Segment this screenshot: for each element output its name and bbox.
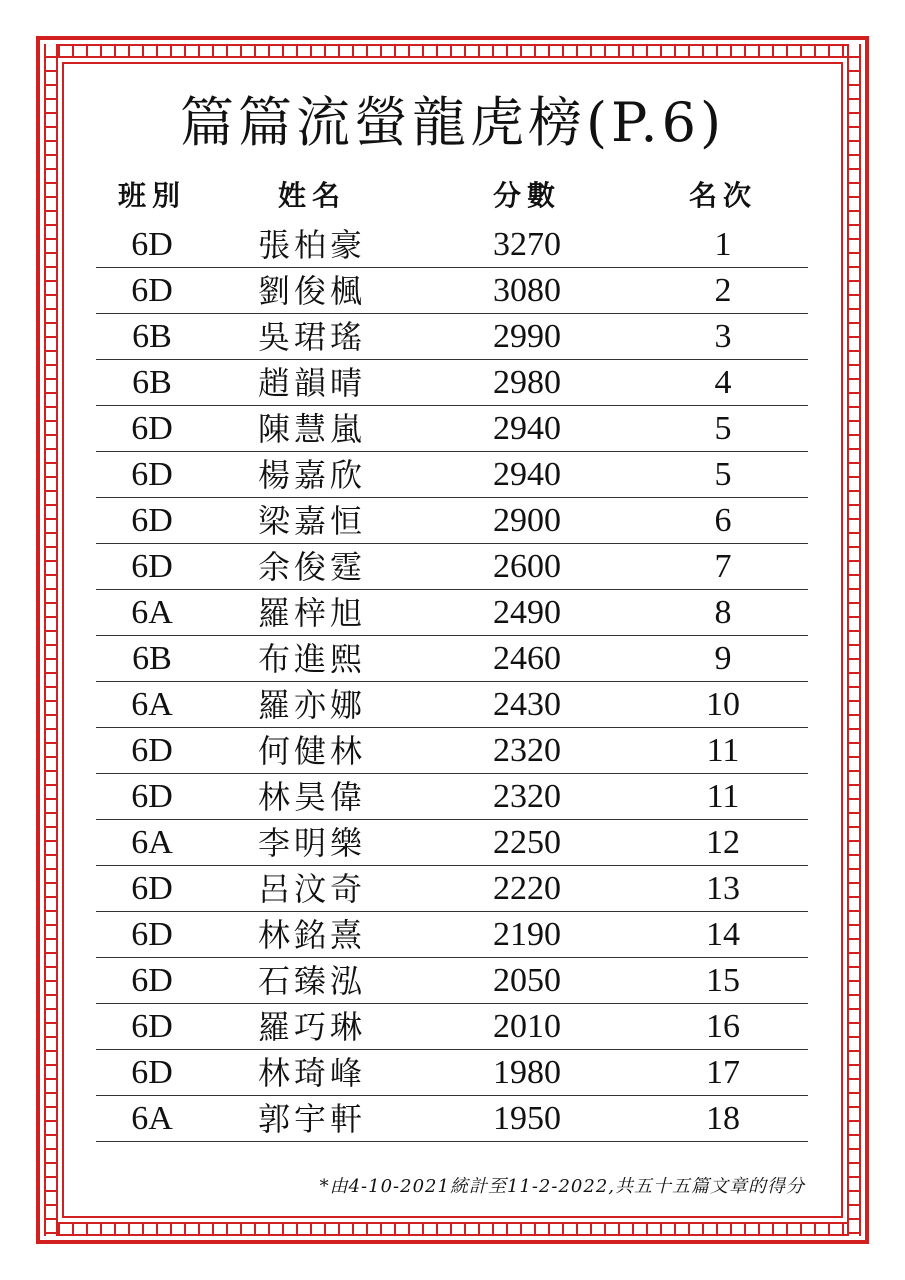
border-pattern-top (44, 44, 861, 58)
row-score: 2600 (493, 547, 561, 585)
row-score: 2010 (493, 1007, 561, 1045)
row-class: 6D (131, 731, 173, 769)
row-rank: 2 (714, 271, 732, 309)
page-title: 篇篇流螢龍虎榜(P.6) (179, 91, 726, 154)
table-row (96, 360, 808, 406)
row-rank: 11 (706, 777, 740, 815)
row-score: 2490 (493, 593, 561, 631)
table-row (96, 774, 808, 820)
row-score: 2980 (493, 363, 561, 401)
row-rank: 1 (714, 225, 732, 263)
row-rank: 13 (706, 869, 740, 907)
row-score: 1980 (493, 1053, 561, 1091)
table-row (96, 452, 808, 498)
table-row (96, 958, 808, 1004)
table-row (96, 636, 808, 682)
border-pattern-left (44, 44, 58, 1236)
row-class: 6A (131, 1099, 173, 1137)
footnote: *由4-10-2021統計至11-2-2022,共五十五篇文章的得分 (319, 1176, 805, 1197)
row-name: 張柏豪 (257, 225, 366, 264)
row-rank: 12 (706, 823, 740, 861)
row-name: 羅巧琳 (257, 1007, 366, 1046)
table-row (96, 268, 808, 314)
row-rank: 17 (706, 1053, 740, 1091)
row-rank: 5 (714, 455, 732, 493)
row-name: 呂汶奇 (257, 869, 366, 908)
table-row (96, 912, 808, 958)
row-score: 2430 (493, 685, 561, 723)
row-score: 2320 (493, 777, 561, 815)
row-name: 郭宇軒 (257, 1099, 366, 1138)
row-class: 6D (131, 1053, 173, 1091)
row-rank: 16 (706, 1007, 740, 1045)
row-score: 2220 (493, 869, 561, 907)
row-score: 2940 (493, 409, 561, 447)
row-name: 李明樂 (257, 823, 366, 862)
table-row (96, 406, 808, 452)
table-row (96, 682, 808, 728)
row-rank: 9 (714, 639, 732, 677)
row-name: 劉俊楓 (257, 271, 366, 310)
row-rank: 11 (706, 731, 740, 769)
row-name: 何健林 (257, 731, 366, 770)
row-score: 3270 (493, 225, 561, 263)
table-header (96, 170, 808, 218)
table-row (96, 544, 808, 590)
row-rank: 4 (714, 363, 732, 401)
row-rank: 10 (706, 685, 740, 723)
row-class: 6B (132, 639, 172, 677)
table-row (96, 1050, 808, 1096)
row-class: 6D (131, 915, 173, 953)
row-class: 6D (131, 501, 173, 539)
row-rank: 8 (714, 593, 732, 631)
row-rank: 3 (714, 317, 732, 355)
row-rank: 7 (714, 547, 732, 585)
table-row (96, 728, 808, 774)
row-class: 6D (131, 409, 173, 447)
header-name: 姓名 (277, 179, 346, 212)
row-name: 羅梓旭 (257, 593, 366, 632)
table-row (96, 866, 808, 912)
row-class: 6D (131, 455, 173, 493)
row-score: 1950 (493, 1099, 561, 1137)
row-score: 2250 (493, 823, 561, 861)
row-name: 石臻泓 (257, 961, 366, 1000)
row-name: 林昊偉 (257, 777, 366, 816)
row-class: 6D (131, 1007, 173, 1045)
row-score: 2990 (493, 317, 561, 355)
table-row (96, 1096, 808, 1142)
header-score: 分數 (492, 179, 561, 212)
row-score: 2320 (493, 731, 561, 769)
row-score: 2900 (493, 501, 561, 539)
row-class: 6D (131, 271, 173, 309)
row-score: 2460 (493, 639, 561, 677)
header-class: 班別 (117, 179, 186, 212)
row-name: 吳珺瑤 (257, 317, 366, 356)
row-class: 6D (131, 777, 173, 815)
header-rank: 名次 (688, 179, 757, 212)
row-class: 6B (132, 317, 172, 355)
row-name: 梁嘉恒 (257, 501, 366, 540)
row-rank: 18 (706, 1099, 740, 1137)
row-score: 2190 (493, 915, 561, 953)
row-name: 趙韻晴 (257, 363, 366, 402)
table-row (96, 1004, 808, 1050)
row-name: 陳慧嵐 (257, 409, 366, 448)
row-name: 羅亦娜 (257, 685, 366, 724)
row-name: 楊嘉欣 (257, 455, 366, 494)
border-pattern-right (847, 44, 861, 1236)
ranking-table (96, 170, 808, 1142)
row-score: 2050 (493, 961, 561, 999)
row-name: 布進熙 (257, 639, 366, 678)
row-score: 3080 (493, 271, 561, 309)
row-name: 林琦峰 (257, 1053, 366, 1092)
table-row (96, 222, 808, 268)
row-class: 6D (131, 225, 173, 263)
table-row (96, 314, 808, 360)
row-name: 林銘熹 (257, 915, 366, 954)
row-score: 2940 (493, 455, 561, 493)
row-class: 6D (131, 547, 173, 585)
table-body (96, 222, 808, 1142)
row-rank: 5 (714, 409, 732, 447)
row-rank: 15 (706, 961, 740, 999)
row-class: 6A (131, 593, 173, 631)
row-rank: 6 (714, 501, 732, 539)
table-row (96, 590, 808, 636)
row-class: 6A (131, 685, 173, 723)
row-class: 6B (132, 363, 172, 401)
table-row (96, 498, 808, 544)
table-row (96, 820, 808, 866)
row-rank: 14 (706, 915, 740, 953)
border-pattern-bottom (44, 1222, 861, 1236)
row-class: 6D (131, 869, 173, 907)
row-name: 余俊霆 (257, 547, 366, 586)
row-class: 6A (131, 823, 173, 861)
row-class: 6D (131, 961, 173, 999)
